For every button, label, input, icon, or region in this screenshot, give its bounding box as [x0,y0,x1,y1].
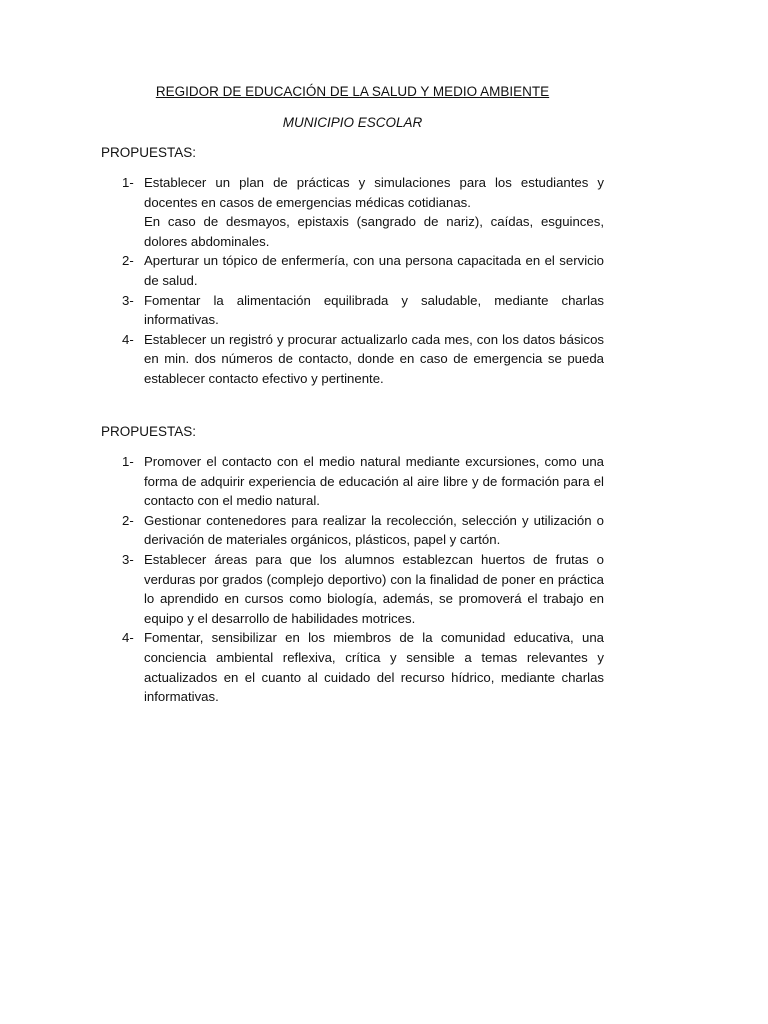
list-item [122,511,604,550]
item-text: Establecer un registró y procurar actualizarlo cada mes, con los datos básicos en min. dos números de contacto, donde en caso de emergencia se pueda establecer contacto efectivo y pertinente. [144,331,604,386]
list-item [122,550,604,628]
document-title: REGIDOR DE EDUCACIÓN DE LA SALUD Y MEDIO AMBIENTE [155,84,550,99]
item-text: Promover el contacto con el medio natural mediante excursiones, como una forma de adquirir experiencia de educación al aire libre y de formación para el contacto con el medio natural. [144,454,604,509]
list-item [122,452,604,511]
proposal-list-health [122,173,604,389]
proposal-list-environment [122,452,604,707]
item-text: Fomentar la alimentación equilibrada y saludable, mediante charlas informativas. [144,292,604,328]
item-number: 4- [122,331,134,347]
item-number: 3- [122,551,134,567]
item-number: 1- [122,454,134,469]
item-number: 1- [122,175,134,190]
item-number: 2- [122,512,134,528]
section-heading-health: PROPUESTAS: [101,145,197,160]
list-item [122,251,604,290]
list-item [122,173,604,251]
list-item [122,330,604,389]
item-text: Fomentar, sensibilizar en los miembros de la comunidad educativa, una conciencia ambiental reflexiva, crítica y sensible a temas relevantes y actualizados en el cuanto al cuidado del recurso hídrico, mediante charlas informativas. [144,630,604,705]
item-text: Aperturar un tópico de enfermería, con una persona capacitada en el servicio de salud. [144,253,604,288]
item-number: 4- [122,630,134,646]
item-extra-text: En caso de desmayos, epistaxis (sangrado de nariz), caídas, esguinces, dolores abdominales. [144,214,604,249]
item-text: Gestionar contenedores para realizar la recolección, selección y utilización o derivación de materiales orgánicos, plásticos, papel y cartón. [144,512,604,548]
item-text: Establecer áreas para que los alumnos establezcan huertos de frutas o verduras por grados (complejo deportivo) con la finalidad de poner en práctica lo aprendido en cursos como biología, además, se promoverá el trabajo en equipo y el desarrollo de habilidades motrices. [144,551,604,626]
item-number: 2- [122,253,134,269]
item-number: 3- [122,292,134,308]
list-item [122,291,604,330]
document-subtitle: MUNICIPIO ESCOLAR [282,115,423,130]
list-item [122,628,604,706]
section-heading-environment: PROPUESTAS: [101,424,197,439]
item-text: Establecer un plan de prácticas y simulaciones para los estudiantes y docentes en casos de emergencias médicas cotidianas. [144,175,604,210]
